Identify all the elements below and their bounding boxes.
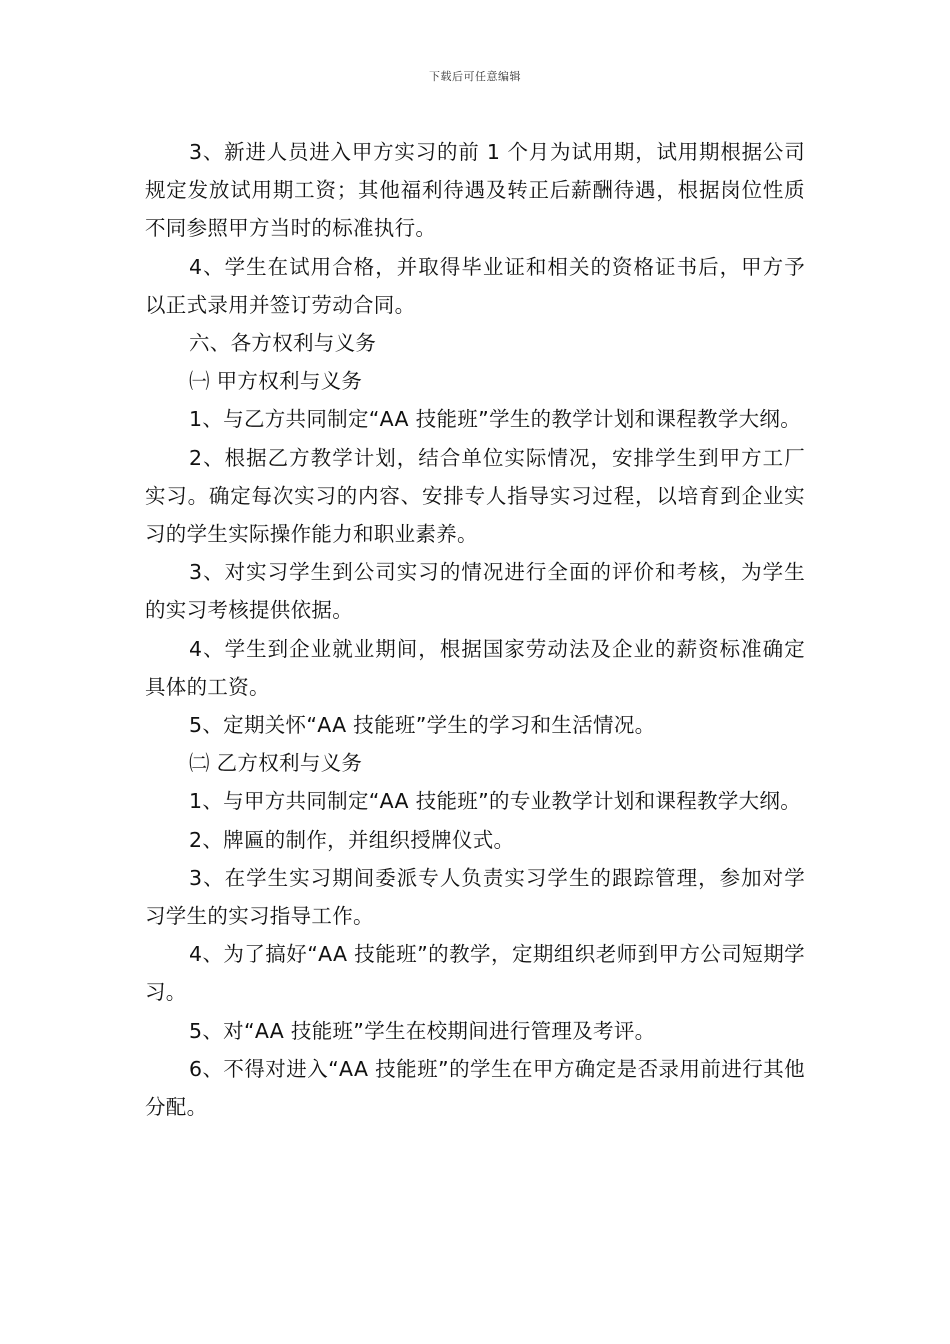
paragraph-party-a-item-3: 3、对实习学生到公司实习的情况进行全面的评价和考核，为学生的实习考核提供依据。 [145, 560, 805, 623]
paragraph-probation: 3、新进人员进入甲方实习的前 1 个月为试用期，试用期根据公司规定发放试用期工资；其他福利待遇及转正后薪酬待遇，根据岗位性质不同参照甲方当时的标准执行。 [145, 140, 805, 241]
section-heading-rights-obligations: 六、各方权利与义务 [189, 331, 377, 356]
subsection-heading-party-a: ㈠ 甲方权利与义务 [189, 369, 363, 394]
paragraph-party-a-item-2: 2、根据乙方教学计划，结合单位实际情况，安排学生到甲方工厂实习。确定每次实习的内容、安排专人指导实习过程，以培育到企业实习的学生实际操作能力和职业素养。 [145, 445, 805, 547]
subsection-heading-party-b: ㈡ 乙方权利与义务 [189, 751, 363, 776]
paragraph-party-b-item-2: 2、牌匾的制作，并组织授牌仪式。 [189, 827, 515, 852]
paragraph-party-b-item-5: 5、对“AA 技能班”学生在校期间进行管理及考评。 [189, 1018, 656, 1043]
paragraph-party-b-item-4: 4、为了搞好“AA 技能班”的教学，定期组织老师到甲方公司短期学习。 [145, 942, 805, 1005]
header-note: 下载后可任意编辑 [429, 70, 521, 83]
paragraph-party-a-item-4: 4、学生到企业就业期间，根据国家劳动法及企业的薪资标准确定具体的工资。 [145, 636, 805, 699]
paragraph-party-b-item-6: 6、不得对进入“AA 技能班”的学生在甲方确定是否录用前进行其他分配。 [145, 1056, 805, 1120]
paragraph-party-b-item-1: 1、与甲方共同制定“AA 技能班”的专业教学计划和课程教学大纲。 [189, 789, 802, 814]
paragraph-formal-hiring: 4、学生在试用合格，并取得毕业证和相关的资格证书后，甲方予以正式录用并签订劳动合同。 [145, 254, 805, 317]
paragraph-party-b-item-3: 3、在学生实习期间委派专人负责实习学生的跟踪管理，参加对学习学生的实习指导工作。 [145, 865, 805, 929]
paragraph-party-a-item-5: 5、定期关怀“AA 技能班”学生的学习和生活情况。 [189, 713, 656, 738]
document-body [145, 133, 805, 1126]
paragraph-party-a-item-1: 1、与乙方共同制定“AA 技能班”学生的教学计划和课程教学大纲。 [189, 407, 802, 432]
